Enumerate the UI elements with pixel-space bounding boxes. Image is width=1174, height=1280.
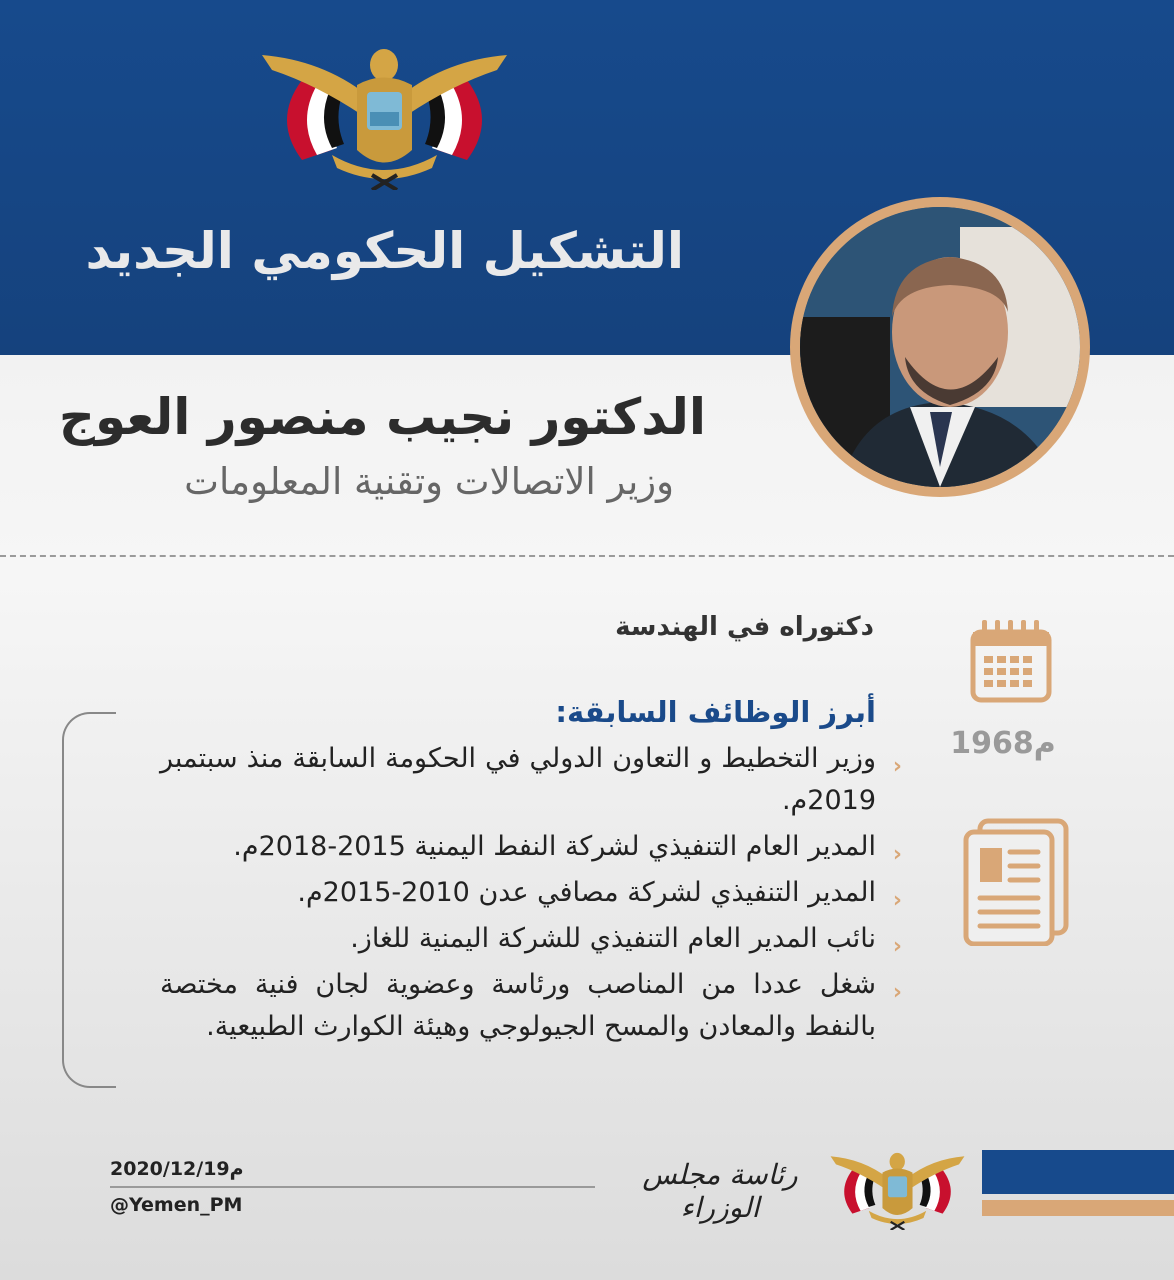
chevron-left-icon: ‹ xyxy=(892,980,902,1005)
twitter-handle: @Yemen_PM xyxy=(110,1194,243,1216)
footer-divider xyxy=(110,1186,595,1188)
jobs-list xyxy=(160,738,902,1052)
list-item xyxy=(160,738,902,822)
jobs-heading: أبرز الوظائف السابقة: xyxy=(555,695,876,729)
chevron-left-icon: ‹ xyxy=(892,934,902,959)
chevron-left-icon: ‹ xyxy=(892,754,902,779)
chevron-left-icon: ‹ xyxy=(892,888,902,913)
calendar-icon xyxy=(970,618,1052,704)
job-text: المدير العام التنفيذي لشركة النفط اليمنية 2015-2018م. xyxy=(233,831,876,862)
job-text: وزير التخطيط و التعاون الدولي في الحكومة السابقة منذ سبتمبر 2019م. xyxy=(160,743,876,816)
yemen-eagle-emblem-small-icon xyxy=(830,1148,965,1230)
list-item xyxy=(160,918,902,960)
yemen-eagle-emblem-icon xyxy=(262,40,507,190)
job-text: نائب المدير العام التنفيذي للشركة اليمنية للغاز. xyxy=(350,923,876,954)
job-text: المدير التنفيذي لشركة مصافي عدن 2010-2015م. xyxy=(297,877,876,908)
position-title: وزير الاتصالات وتقنية المعلومات xyxy=(184,460,674,503)
portrait-illustration xyxy=(800,207,1080,487)
degree-text: دكتوراه في الهندسة xyxy=(615,612,874,642)
page-headline: التشكيل الحكومي الجديد xyxy=(85,222,684,280)
publish-date: 2020/12/19م xyxy=(110,1158,244,1180)
footer-blue-bar xyxy=(982,1150,1174,1194)
list-bracket xyxy=(62,712,116,1088)
council-signature: رئاسة مجلس الوزراء xyxy=(642,1158,798,1224)
list-item xyxy=(160,826,902,868)
section-divider xyxy=(0,555,1174,557)
birth-year: 1968م xyxy=(950,726,1056,761)
job-text: شغل عددا من المناصب ورئاسة وعضوية لجان فنية مختصة بالنفط والمعادن والمسح الجيولوجي وهيئة الكوارث الطبيعية. xyxy=(160,969,876,1042)
list-item xyxy=(160,872,902,914)
portrait-photo xyxy=(800,207,1080,487)
footer-tan-bar xyxy=(982,1200,1174,1216)
document-icon xyxy=(962,818,1070,946)
list-item xyxy=(160,964,902,1048)
person-name: الدكتور نجيب منصور العوج xyxy=(58,388,706,446)
chevron-left-icon: ‹ xyxy=(892,842,902,867)
